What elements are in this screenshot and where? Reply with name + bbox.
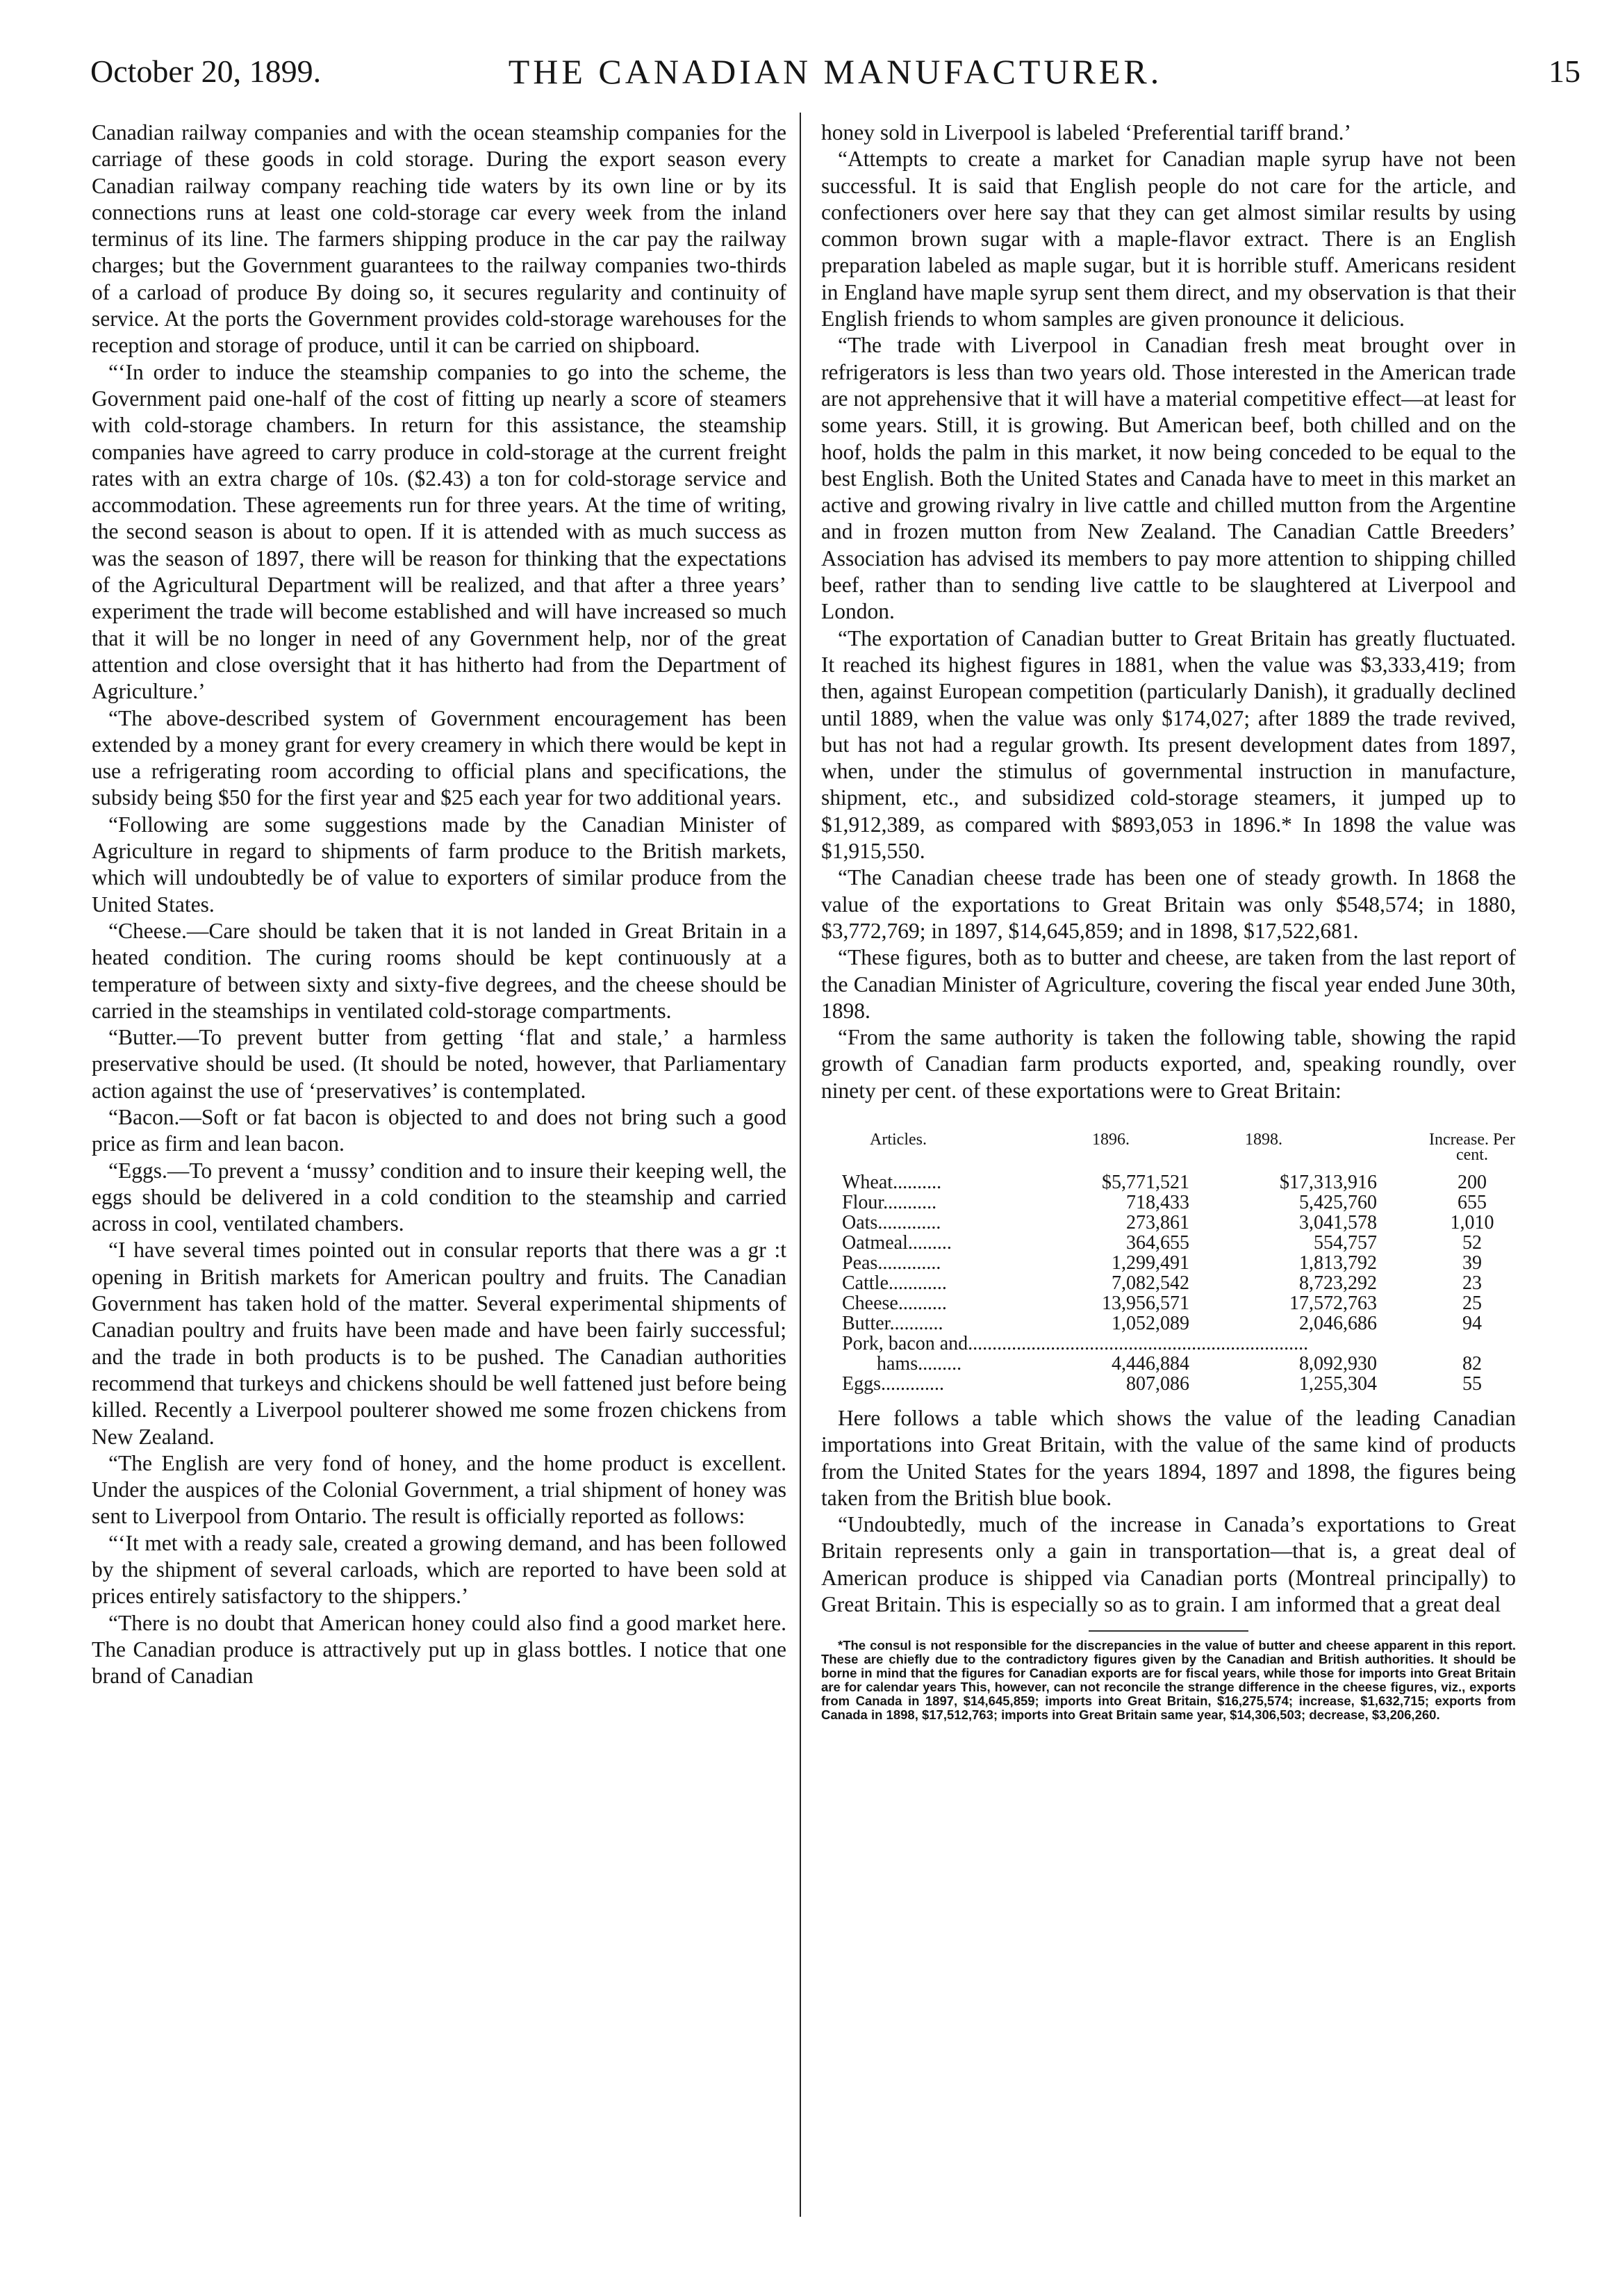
- paragraph: “These figures, both as to butter and cheese, are taken from the last report of the Canadian Minister of Agriculture, covering the fiscal year ended June 30th, 1898.: [821, 945, 1516, 1023]
- export-table: [821, 1128, 1516, 1394]
- column-header-1896: 1896.: [1092, 1130, 1130, 1149]
- cell-1896: 364,655: [1126, 1231, 1189, 1254]
- table-row: [821, 1253, 1516, 1273]
- paragraph: “The Canadian cheese trade has been one of steady growth. In 1868 the value of the exportations to Great Britain was only $548,574; in 1880, $3,772,769; in 1897, $14,645,859; and in 1898, $17,522,681.: [821, 865, 1516, 943]
- cell-1896: 1,299,491: [1112, 1252, 1189, 1274]
- cell-article: Oats.............: [842, 1211, 941, 1233]
- cell-increase: 23: [1462, 1272, 1482, 1294]
- cell-increase: 1,010: [1450, 1211, 1494, 1233]
- table-row: [821, 1374, 1516, 1394]
- table-row: [821, 1354, 1516, 1374]
- cell-1898: 2,046,686: [1299, 1312, 1377, 1334]
- left-column: [92, 120, 786, 1690]
- paragraph: “The trade with Liverpool in Canadian fresh meat brought over in refrigerators is less than two years old. Those interested in the American trade are not apprehensive that it will have a material competitive effect—at least for some years. Still, it is growing. But American beef, both chilled and on the hoof, holds the palm in this market, it now being conceded to be equal to the best English. Both the United States and Canada have to meet in this market an active and growing rivalry in live cattle and chilled mutton from the Argentine and in frozen mutton from New Zealand. The Canadian Cattle Breeders’ Association has advised its members to pay more attention to shipping chilled beef, rather than to sending live cattle to be slaughtered at Liverpool and London.: [821, 333, 1516, 624]
- cell-1896: 718,433: [1126, 1191, 1189, 1213]
- cell-increase: 655: [1458, 1191, 1487, 1213]
- cell-1898: 17,572,763: [1289, 1292, 1377, 1314]
- paragraph: “‘In order to induce the steamship companies to go into the scheme, the Government paid one-half of the cost of fitting up nearly a score of steamers with cold-storage chambers. In return for this assistance, the steamship companies have agreed to carry produce in cold-storage at the current freight rates with an extra charge of 10s. ($2.43) a ton for cold-storage service and accommodation. These agreements run for three years. At the time of writing, the second season is about to open. If it is attended with as much success as was the season of 1897, there will be reason for thinking that the expectations of the Agricultural Department will be realized, and that after a three years’ experiment the trade will become established and will have increased so much that it will be no longer in need of any Government help, nor of the great attention and close oversight that it has hitherto had from the Department of Agriculture.’: [92, 359, 786, 704]
- cell-1896: 7,082,542: [1112, 1272, 1189, 1294]
- cell-1898: 8,092,930: [1299, 1352, 1377, 1375]
- paragraph: “Undoubtedly, much of the increase in Canada’s exportations to Great Britain represents only a gain in transportation—that is, a great deal of American produce is shipped via Canadian ports (Montreal principally) to Great Britain. This is especially so as to grain. I am informed that a great deal: [821, 1512, 1516, 1617]
- column-divider: [800, 113, 801, 2217]
- publication-title: THE CANADIAN MANUFACTURER.: [508, 52, 1163, 91]
- cell-article: Peas.............: [842, 1252, 941, 1274]
- table-row: [821, 1273, 1516, 1293]
- footnote-divider: [1089, 1630, 1248, 1632]
- cell-1896: 1,052,089: [1112, 1312, 1189, 1334]
- paragraph: Canadian railway companies and with the ocean steamship companies for the carriage of these goods in cold storage. During the export season every Canadian railway company reaching tide waters by its own line or by its connections runs at least one cold-storage car every week from the inland terminus of its line. The farmers shipping produce in the car pay the railway charges; but the Government guarantees to the railway companies two-thirds of a carload of produce By doing so, it secures regularity and continuity of service. At the ports the Government provides cold-storage warehouses for the reception and storage of produce, until it can be carried on shipboard.: [92, 120, 786, 358]
- paragraph: “There is no doubt that American honey could also find a good market here. The Canadian produce is attractively put up in glass bottles. I notice that one brand of Canadian: [92, 1610, 786, 1689]
- cell-1898: $17,313,916: [1280, 1171, 1377, 1193]
- paragraph: “I have several times pointed out in consular reports that there was a gr :t opening in British markets for American poultry and fruits. The Canadian Government has taken hold of the matter. Several experimental shipments of Canadian poultry and fruits have been made and have been fairly successful; and the trade in both products is to be pushed. The Canadian authorities recommend that turkeys and chickens should be well fattened just before being killed. Recently a Liverpool poulterer showed me some frozen chickens from New Zealand.: [92, 1238, 786, 1449]
- cell-article: hams.........: [877, 1352, 962, 1375]
- column-header-articles: Articles.: [870, 1130, 927, 1149]
- paragraph: “Eggs.—To prevent a ‘mussy’ condition and to insure their keeping well, the eggs should be delivered in a cold condition to the steamship and carried across in cool, ventilated chambers.: [92, 1158, 786, 1236]
- cell-1898: 3,041,578: [1299, 1211, 1377, 1233]
- cell-1898: 5,425,760: [1299, 1191, 1377, 1213]
- table-row: [821, 1313, 1516, 1334]
- paragraph: “The exportation of Canadian butter to Great Britain has greatly fluctuated. It reached its highest figures in 1881, when the value was $3,333,419; from then, against European competition (particularly Danish), it gradually declined until 1889, when the value was only $174,027; after 1889 the trade revived, but has not had a regular growth. Its present development dates from 1897, when, under the stimulus of governmental instruction in manufacture, shipment, etc., and subsidized cold-storage steamers, it jumped up to $1,912,389, as compared with $893,053 in 1896.* In 1898 the value was $1,915,550.: [821, 625, 1516, 864]
- paragraph: “Cheese.—Care should be taken that it is not landed in Great Britain in a heated condition. The curing rooms should be kept continuously at a temperature of between sixty and sixty-five degrees, and the cheese should be carried in the steamships in ventilated cold-storage compartments.: [92, 918, 786, 1023]
- cell-1898: 1,255,304: [1299, 1372, 1377, 1395]
- cell-increase: 55: [1462, 1372, 1482, 1395]
- paragraph: “The English are very fond of honey, and the home product is excellent. Under the auspices of the Colonial Government, a trial shipment of honey was sent to Liverpool from Ontario. The result is officially reported as follows:: [92, 1450, 786, 1529]
- paragraph: “From the same authority is taken the following table, showing the rapid growth of Canadian farm products exported, and, speaking roundly, over ninety per cent. of these exportations were to Great Britain:: [821, 1025, 1516, 1103]
- right-column: [821, 120, 1516, 1722]
- cell-1898: 1,813,792: [1299, 1252, 1377, 1274]
- page-number: 15: [1549, 54, 1580, 89]
- column-header-1898: 1898.: [1245, 1130, 1282, 1149]
- cell-1896: 273,861: [1126, 1211, 1189, 1233]
- cell-1898: 554,757: [1314, 1231, 1377, 1254]
- table-header: [821, 1128, 1516, 1172]
- footnote: *The consul is not responsible for the discrepancies in the value of butter and cheese apparent in this report. These are chiefly due to the contradictory figures given by the Canadian and British authorities. It should be borne in mind that the figures for Canadian exports are for fiscal years, while those for imports into Great Britain are for calendar years This, however, can not reconcile the strange difference in the cheese figures, viz., exports from Canada in 1897, $14,645,859; imports into Great Britain, $16,275,574; increase, $1,632,715; exports from Canada in 1898, $17,512,763; imports into Great Britain same year, $14,306,503; decrease, $3,206,260.: [821, 1638, 1516, 1723]
- cell-1896: 13,956,571: [1102, 1292, 1189, 1314]
- cell-1896: 4,446,884: [1112, 1352, 1189, 1375]
- table-row: [821, 1172, 1516, 1192]
- issue-date: October 20, 1899.: [90, 54, 322, 89]
- cell-increase: 25: [1462, 1292, 1482, 1314]
- cell-article: Cheese..........: [842, 1292, 947, 1314]
- cell-article: Oatmeal.........: [842, 1231, 952, 1254]
- cell-increase: 52: [1462, 1231, 1482, 1254]
- table-row: [821, 1293, 1516, 1313]
- table-body: [821, 1172, 1516, 1394]
- cell-article: Wheat..........: [842, 1171, 942, 1193]
- cell-increase: 200: [1458, 1171, 1487, 1193]
- cell-article: Butter...........: [842, 1312, 943, 1334]
- table-row: [821, 1233, 1516, 1253]
- cell-article: Pork, bacon and......................................................................: [842, 1332, 1309, 1354]
- cell-1896: 807,086: [1126, 1372, 1189, 1395]
- cell-increase: 94: [1462, 1312, 1482, 1334]
- cell-increase: 82: [1462, 1352, 1482, 1375]
- table-row: [821, 1213, 1516, 1233]
- paragraph: “Butter.—To prevent butter from getting ‘flat and stale,’ a harmless preservative should be used. (It should be noted, however, that Parliamentary action against the use of ‘preservatives’ is contemplated.: [92, 1025, 786, 1103]
- cell-1896: $5,771,521: [1102, 1171, 1189, 1193]
- page-header: [90, 49, 1580, 97]
- cell-article: Eggs.............: [842, 1372, 944, 1395]
- cell-increase: 39: [1462, 1252, 1482, 1274]
- cell-article: Flour...........: [842, 1191, 937, 1213]
- paragraph: “Attempts to create a market for Canadian maple syrup have not been successful. It is said that English people do not care for the article, and confectioners over here say that they can get almost similar results by using common brown sugar with a maple-flavor extract. There is an English preparation labeled as maple sugar, but it is horrible stuff. Americans resident in England have maple syrup sent them direct, and my observation is that their English friends to whom samples are given pronounce it delicious.: [821, 147, 1516, 331]
- cell-1898: 8,723,292: [1299, 1272, 1377, 1294]
- table-row: [821, 1334, 1516, 1354]
- paragraph: “‘It met with a ready sale, created a growing demand, and has been followed by the shipment of several carloads, which are reported to have been sold at prices entirely satisfactory to the shippers.’: [92, 1530, 786, 1609]
- cell-article: Cattle............: [842, 1272, 947, 1294]
- table-row: [821, 1192, 1516, 1213]
- paragraph: “Bacon.—Soft or fat bacon is objected to and does not bring such a good price as firm and lean bacon.: [92, 1104, 786, 1156]
- paragraph: “The above-described system of Government encouragement has been extended by a money grant for every creamery in which there would be kept in use a refrigerating room according to official plans and specifications, the subsidy being $50 for the first year and $25 each year for two additional years.: [92, 705, 786, 810]
- paragraph: honey sold in Liverpool is labeled ‘Preferential tariff brand.’: [821, 120, 1352, 145]
- paragraph: Here follows a table which shows the value of the leading Canadian importations into Great Britain, with the value of the same kind of products from the United States for the years 1894, 1897 and 1898, the figures being taken from the British blue book.: [821, 1405, 1516, 1510]
- paragraph: “Following are some suggestions made by the Canadian Minister of Agriculture in regard to shipments of farm produce to the British markets, which will undoubtedly be of value to exporters of similar produce from the United States.: [92, 812, 786, 917]
- column-header-increase: Increase. Per cent.: [1429, 1130, 1515, 1164]
